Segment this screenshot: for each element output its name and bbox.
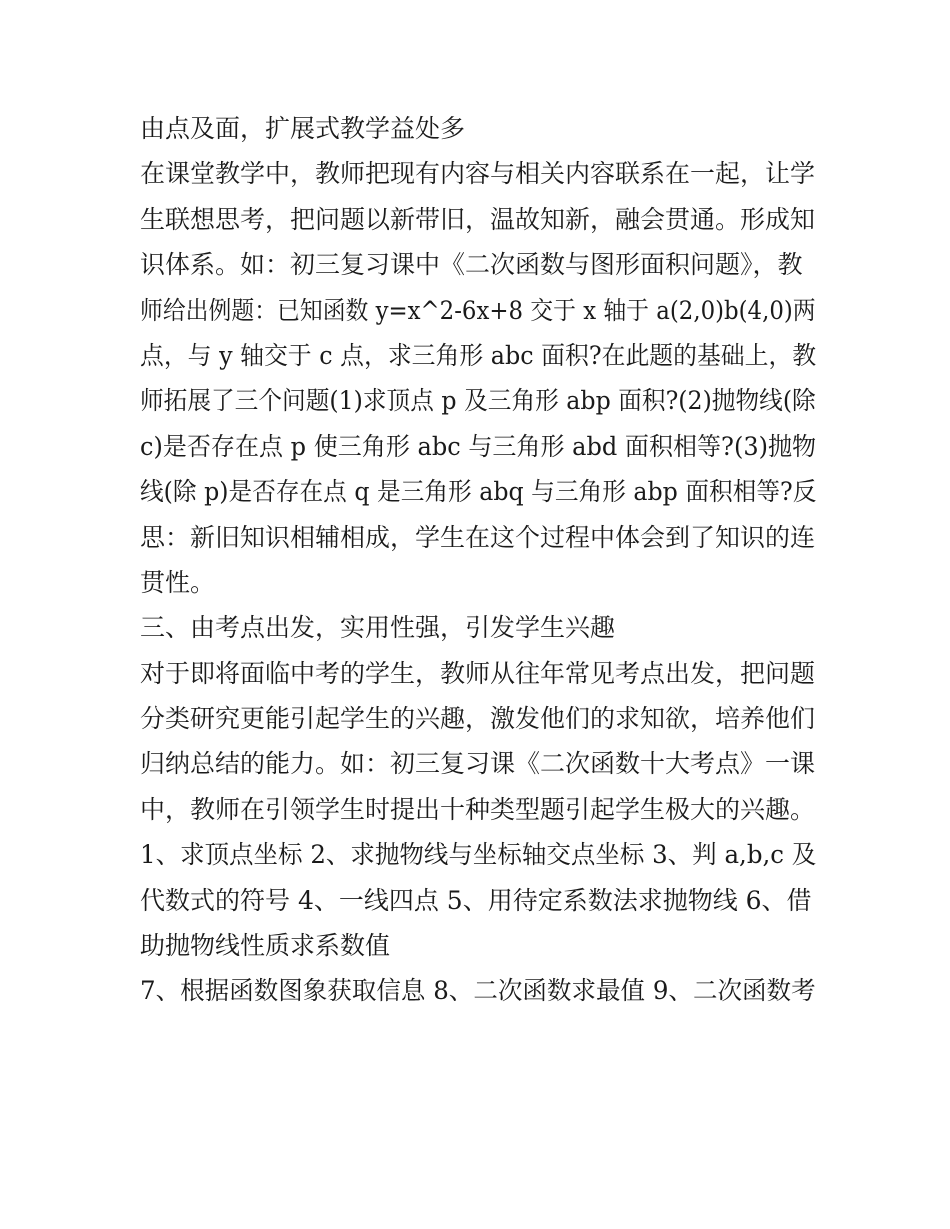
paragraph-body-2 — [140, 651, 816, 833]
text-line: 贯性。 — [140, 567, 216, 597]
text-line: 线(除 p)是否存在点 q 是三角形 abq 与三角形 abp 面积相等?反 — [140, 477, 817, 507]
paragraph-heading-2 — [140, 605, 816, 650]
paragraph-list-1 — [140, 832, 816, 968]
text-line: 识体系。如：初三复习课中《二次函数与图形面积问题》，教 — [140, 250, 803, 280]
text-line: 师给出例题：已知函数 y=x^2-6x+8 交于 x 轴于 a(2,0)b(4,0)两 — [140, 295, 816, 325]
paragraph-heading-1 — [140, 106, 816, 151]
text-line: 三、由考点出发，实用性强，引发学生兴趣 — [140, 613, 616, 643]
text-line: c)是否存在点 p 使三角形 abc 与三角形 abd 面积相等?(3)抛物 — [140, 431, 817, 461]
text-line: 师拓展了三个问题(1)求顶点 p 及三角形 abp 面积?(2)抛物线(除 — [140, 386, 816, 416]
text-line: 7、根据函数图象获取信息 8、二次函数求最值 9、二次函数考 — [140, 976, 816, 1006]
text-line: 代数式的符号 4、一线四点 5、用待定系数法求抛物线 6、借 — [140, 885, 812, 915]
text-line: 归纳总结的能力。如：初三复习课《二次函数十大考点》一课 — [140, 749, 816, 779]
document-body — [140, 106, 816, 1014]
text-line: 生联想思考，把问题以新带旧，温故知新，融会贯通。形成知 — [140, 204, 816, 234]
text-line: 分类研究更能引起学生的兴趣，激发他们的求知欲，培养他们 — [140, 704, 816, 734]
text-line: 中，教师在引领学生时提出十种类型题引起学生极大的兴趣。 — [140, 794, 816, 824]
text-line: 思：新旧知识相辅相成，学生在这个过程中体会到了知识的连 — [140, 522, 816, 552]
text-line: 点，与 y 轴交于 c 点，求三角形 abc 面积?在此题的基础上，教 — [140, 340, 817, 370]
text-line: 1、求顶点坐标 2、求抛物线与坐标轴交点坐标 3、判 a,b,c 及 — [140, 840, 817, 870]
paragraph-list-2 — [140, 968, 816, 1013]
text-line: 助抛物线性质求系数值 — [140, 931, 391, 961]
text-line: 对于即将面临中考的学生，教师从往年常见考点出发，把问题 — [140, 658, 816, 688]
text-line: 由点及面，扩展式教学益处多 — [140, 114, 466, 143]
text-line: 在课堂教学中，教师把现有内容与相关内容联系在一起，让学 — [140, 159, 816, 189]
paragraph-body-1 — [140, 151, 816, 605]
